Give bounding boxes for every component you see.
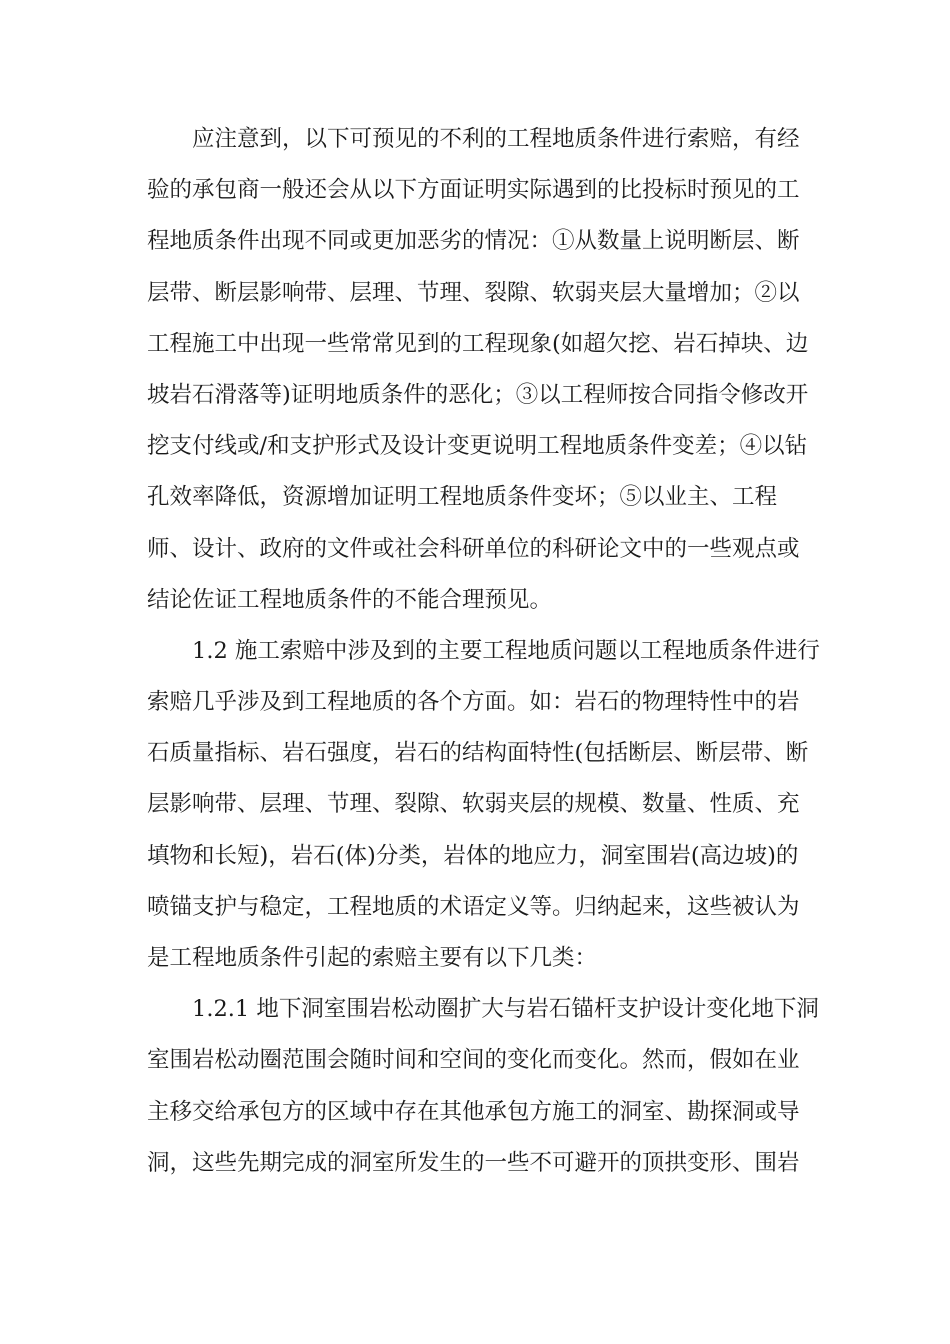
- text-line: 挖支付线或/和支护形式及设计变更说明工程地质条件变差；④以钻: [147, 433, 808, 460]
- text-line: 1.2 施工索赔中涉及到的主要工程地质问题以工程地质条件进行: [192, 637, 820, 664]
- text-line: 是工程地质条件引起的索赔主要有以下几类：: [147, 945, 598, 971]
- paragraph-section-1-2: [147, 626, 820, 984]
- text-line: 应注意到，以下可预见的不利的工程地质条件进行索赔，有经: [192, 126, 800, 152]
- paragraph-claims-evidence: [147, 114, 807, 626]
- text-line: 洞，这些先期完成的洞室所发生的一些不可避开的顶拱变形、围岩: [147, 1149, 800, 1176]
- text-line: 工程施工中出现一些常常见到的工程现象(如超欠挖、岩石掉块、边: [147, 330, 809, 357]
- document-body: [147, 114, 820, 1189]
- text-line: 结论佐证工程地质条件的不能合理预见。: [147, 586, 553, 613]
- text-line: 主移交给承包方的区域中存在其他承包方施工的洞室、勘探洞或导: [147, 1098, 800, 1125]
- text-line: 室围岩松动圈范围会随时间和空间的变化而变化。然而，假如在业: [147, 1047, 800, 1074]
- paragraph-section-1-2-1: [147, 984, 819, 1189]
- text-line: 喷锚支护与稳定，工程地质的术语定义等。归纳起来，这些被认为: [147, 893, 800, 920]
- text-line: 层带、断层影响带、层理、节理、裂隙、软弱夹层大量增加；②以: [147, 279, 800, 306]
- text-line: 石质量指标、岩石强度，岩石的结构面特性(包括断层、断层带、断: [147, 740, 809, 767]
- text-line: 填物和长短)，岩石(体)分类，岩体的地应力，洞室围岩(高边坡)的: [147, 842, 799, 869]
- text-line: 1.2.1 地下洞室围岩松动圈扩大与岩石锚杆支护设计变化地下洞: [192, 996, 819, 1023]
- text-line: 验的承包商一般还会从以下方面证明实际遇到的比投标时预见的工: [147, 177, 800, 204]
- text-line: 坡岩石滑落等)证明地质条件的恶化；③以工程师按合同指令修改开: [147, 381, 809, 408]
- text-line: 层影响带、层理、节理、裂隙、软弱夹层的规模、数量、性质、充: [147, 791, 800, 818]
- text-line: 孔效率降低，资源增加证明工程地质条件变坏；⑤以业主、工程: [147, 484, 778, 511]
- text-line: 程地质条件出现不同或更加恶劣的情况：①从数量上说明断层、断: [147, 228, 800, 255]
- text-line: 索赔几乎涉及到工程地质的各个方面。如：岩石的物理特性中的岩: [147, 689, 800, 716]
- text-line: 师、设计、政府的文件或社会科研单位的科研论文中的一些观点或: [147, 535, 800, 562]
